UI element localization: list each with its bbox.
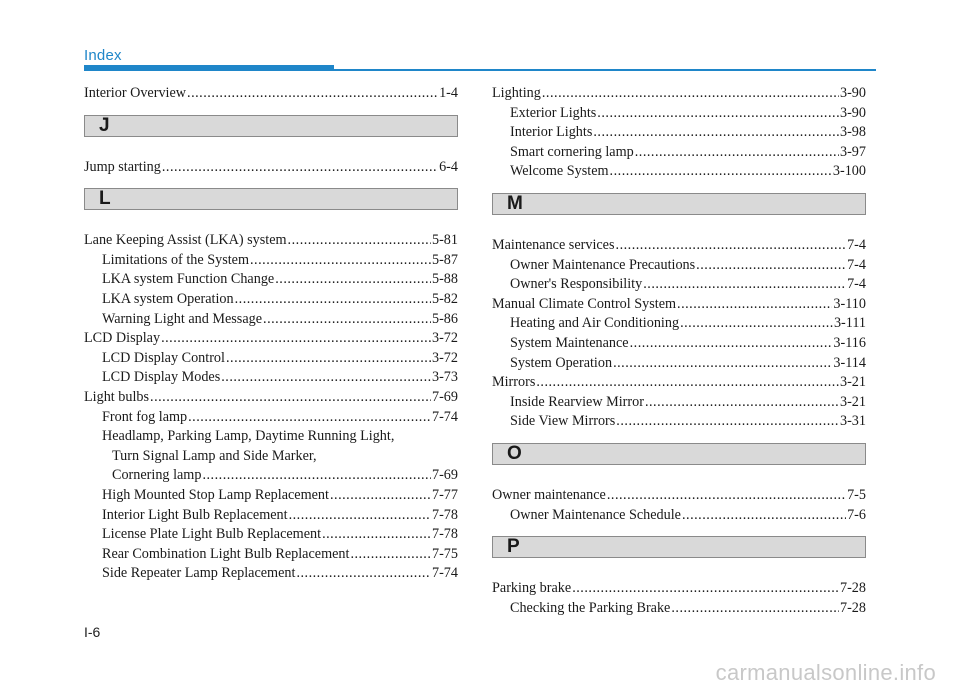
index-subentry[interactable] — [84, 525, 458, 545]
entry-page: 3-21 — [839, 393, 866, 410]
index-entry[interactable] — [492, 295, 866, 315]
entry-text: Rear Combination Light Bulb Replacement — [102, 545, 350, 562]
index-subentry[interactable] — [492, 123, 866, 143]
entry-page: 7-74 — [431, 565, 458, 582]
entry-text: System Maintenance — [510, 334, 629, 351]
index-subentry[interactable] — [492, 506, 866, 526]
entry-page: 7-78 — [431, 506, 458, 523]
section-letter: L — [99, 188, 111, 210]
entry-page: 5-81 — [431, 232, 458, 249]
section-letter: M — [507, 192, 523, 214]
index-entry[interactable] — [84, 84, 458, 104]
entry-page: 3-100 — [832, 163, 866, 180]
entry-page: 7-77 — [431, 486, 458, 503]
section-letter-bar-l — [84, 188, 458, 210]
entry-text: Limitations of the System — [102, 251, 249, 268]
entry-page: 7-69 — [431, 467, 458, 484]
index-subentry[interactable] — [84, 545, 458, 565]
entry-text: Light bulbs — [84, 388, 150, 405]
index-subentry[interactable] — [84, 466, 458, 486]
index-subentry[interactable] — [84, 310, 458, 330]
entry-text: Interior Light Bulb Replacement — [102, 506, 288, 523]
index-header-title: Index — [84, 47, 122, 64]
entry-text: Welcome System — [510, 163, 609, 180]
index-subentry[interactable] — [84, 251, 458, 271]
entry-text: Mirrors — [492, 374, 536, 391]
entry-page: 3-31 — [839, 413, 866, 430]
entry-page: 7-75 — [431, 545, 458, 562]
entry-page: 3-98 — [839, 124, 866, 141]
page-number: I-6 — [84, 624, 101, 640]
entry-text: Side View Mirrors — [510, 413, 616, 430]
entry-text: Side Repeater Lamp Replacement — [102, 565, 296, 582]
index-entry[interactable] — [84, 329, 458, 349]
entry-text: Smart cornering lamp — [510, 143, 634, 160]
entry-page: 3-90 — [839, 85, 866, 101]
entry-page: 3-114 — [833, 354, 866, 371]
index-subentry[interactable] — [84, 349, 458, 369]
entry-page: 7-4 — [847, 276, 866, 293]
header-accent-bar — [84, 65, 334, 71]
section-letter-bar-j — [84, 115, 458, 137]
index-entry[interactable] — [84, 231, 458, 251]
index-entry[interactable] — [492, 236, 866, 256]
entry-text: High Mounted Stop Lamp Replacement — [102, 486, 329, 503]
entry-page: 5-82 — [431, 290, 458, 307]
section-letter-bar-m — [492, 193, 866, 215]
entry-page: 3-116 — [833, 334, 866, 351]
entry-text: Parking brake — [492, 580, 572, 597]
index-subentry[interactable] — [492, 599, 866, 619]
entry-text: Checking the Parking Brake — [510, 599, 671, 616]
entry-page: 7-74 — [431, 408, 458, 425]
entry-text: LCD Display Modes — [102, 369, 221, 386]
index-subentry[interactable] — [492, 354, 866, 374]
index-entry[interactable] — [84, 158, 458, 178]
index-subentry[interactable] — [492, 143, 866, 163]
entry-text: Owner Maintenance Schedule — [510, 506, 681, 523]
entry-text: Maintenance services — [492, 236, 615, 253]
index-subentry[interactable] — [492, 393, 866, 413]
entry-page: 3-72 — [431, 349, 458, 366]
entry-text: Inside Rearview Mirror — [510, 393, 644, 410]
entry-page: 3-73 — [431, 369, 458, 386]
entry-page: 7-28 — [839, 599, 866, 616]
entry-page: 7-5 — [847, 486, 866, 503]
entry-text: License Plate Light Bulb Replacement — [102, 526, 322, 543]
entry-page: 1-4 — [439, 85, 458, 101]
index-subentry[interactable] — [492, 275, 866, 295]
index-column-left — [84, 84, 458, 584]
section-letter: J — [99, 114, 110, 136]
entry-text: Cornering lamp — [112, 467, 202, 484]
index-entry[interactable] — [84, 388, 458, 408]
index-subentry[interactable] — [492, 412, 866, 432]
entry-text: Exterior Lights — [510, 104, 597, 121]
entry-page: 3-72 — [431, 330, 458, 347]
index-subentry[interactable] — [492, 104, 866, 124]
header-rule — [334, 69, 876, 71]
entry-text: LCD Display — [84, 330, 161, 347]
entry-text: Warning Light and Message — [102, 310, 263, 327]
index-column-right — [492, 84, 866, 618]
entry-page: 3-110 — [833, 295, 866, 312]
entry-text: LKA system Operation — [102, 290, 234, 307]
index-subentry-line: Headlamp, Parking Lamp, Daytime Running Light, — [102, 428, 395, 445]
index-subentry[interactable] — [84, 270, 458, 290]
entry-page: 5-88 — [431, 271, 458, 288]
section-letter: P — [507, 536, 520, 558]
index-subentry[interactable] — [84, 290, 458, 310]
index-subentry-line: Turn Signal Lamp and Side Marker, — [112, 447, 317, 464]
section-letter-bar-p — [492, 536, 866, 558]
index-entry[interactable] — [492, 486, 866, 506]
entry-page: 5-86 — [431, 310, 458, 327]
entry-text: Heating and Air Conditioning — [510, 315, 680, 332]
index-entry[interactable] — [492, 579, 866, 599]
entry-page: 7-4 — [847, 236, 866, 253]
entry-text: LCD Display Control — [102, 349, 225, 366]
index-entry[interactable] — [492, 373, 866, 393]
entry-page: 7-78 — [431, 526, 458, 543]
index-subentry[interactable] — [492, 162, 866, 182]
entry-text: Owner maintenance — [492, 486, 606, 503]
index-subentry[interactable] — [84, 506, 458, 526]
index-subentry[interactable] — [84, 564, 458, 584]
index-subentry[interactable] — [84, 368, 458, 388]
index-subentry[interactable] — [84, 408, 458, 428]
watermark-text: carmanualsonline.info — [715, 660, 936, 685]
entry-page: 3-97 — [839, 143, 866, 160]
entry-page: 3-90 — [839, 104, 866, 121]
entry-page: 7-28 — [839, 580, 866, 597]
index-subentry[interactable] — [492, 314, 866, 334]
index-subentry[interactable] — [492, 334, 866, 354]
entry-text: Lane Keeping Assist (LKA) system — [84, 232, 287, 249]
entry-text: Interior Lights — [510, 124, 593, 141]
entry-text: System Operation — [510, 354, 613, 371]
entry-text: Interior Overview — [84, 85, 187, 101]
entry-text: Manual Climate Control System — [492, 295, 677, 312]
index-entry[interactable] — [492, 84, 866, 104]
entry-page: 6-4 — [439, 158, 458, 175]
entry-text: Owner's Responsibility — [510, 276, 643, 293]
entry-page: 7-69 — [431, 388, 458, 405]
entry-page: 7-6 — [847, 506, 866, 523]
entry-text: Owner Maintenance Precautions — [510, 256, 696, 273]
entry-page: 7-4 — [847, 256, 866, 273]
section-letter: O — [507, 442, 522, 464]
entry-page: 3-21 — [839, 374, 866, 391]
entry-page: 3-111 — [833, 315, 866, 332]
entry-text: LKA system Function Change — [102, 271, 275, 288]
section-letter-bar-o — [492, 443, 866, 465]
index-subentry[interactable] — [492, 256, 866, 276]
index-subentry[interactable] — [84, 486, 458, 506]
entry-text: Jump starting — [84, 158, 161, 175]
entry-page: 5-87 — [431, 251, 458, 268]
entry-text: Front fog lamp — [102, 408, 188, 425]
entry-text: Lighting — [492, 85, 541, 101]
